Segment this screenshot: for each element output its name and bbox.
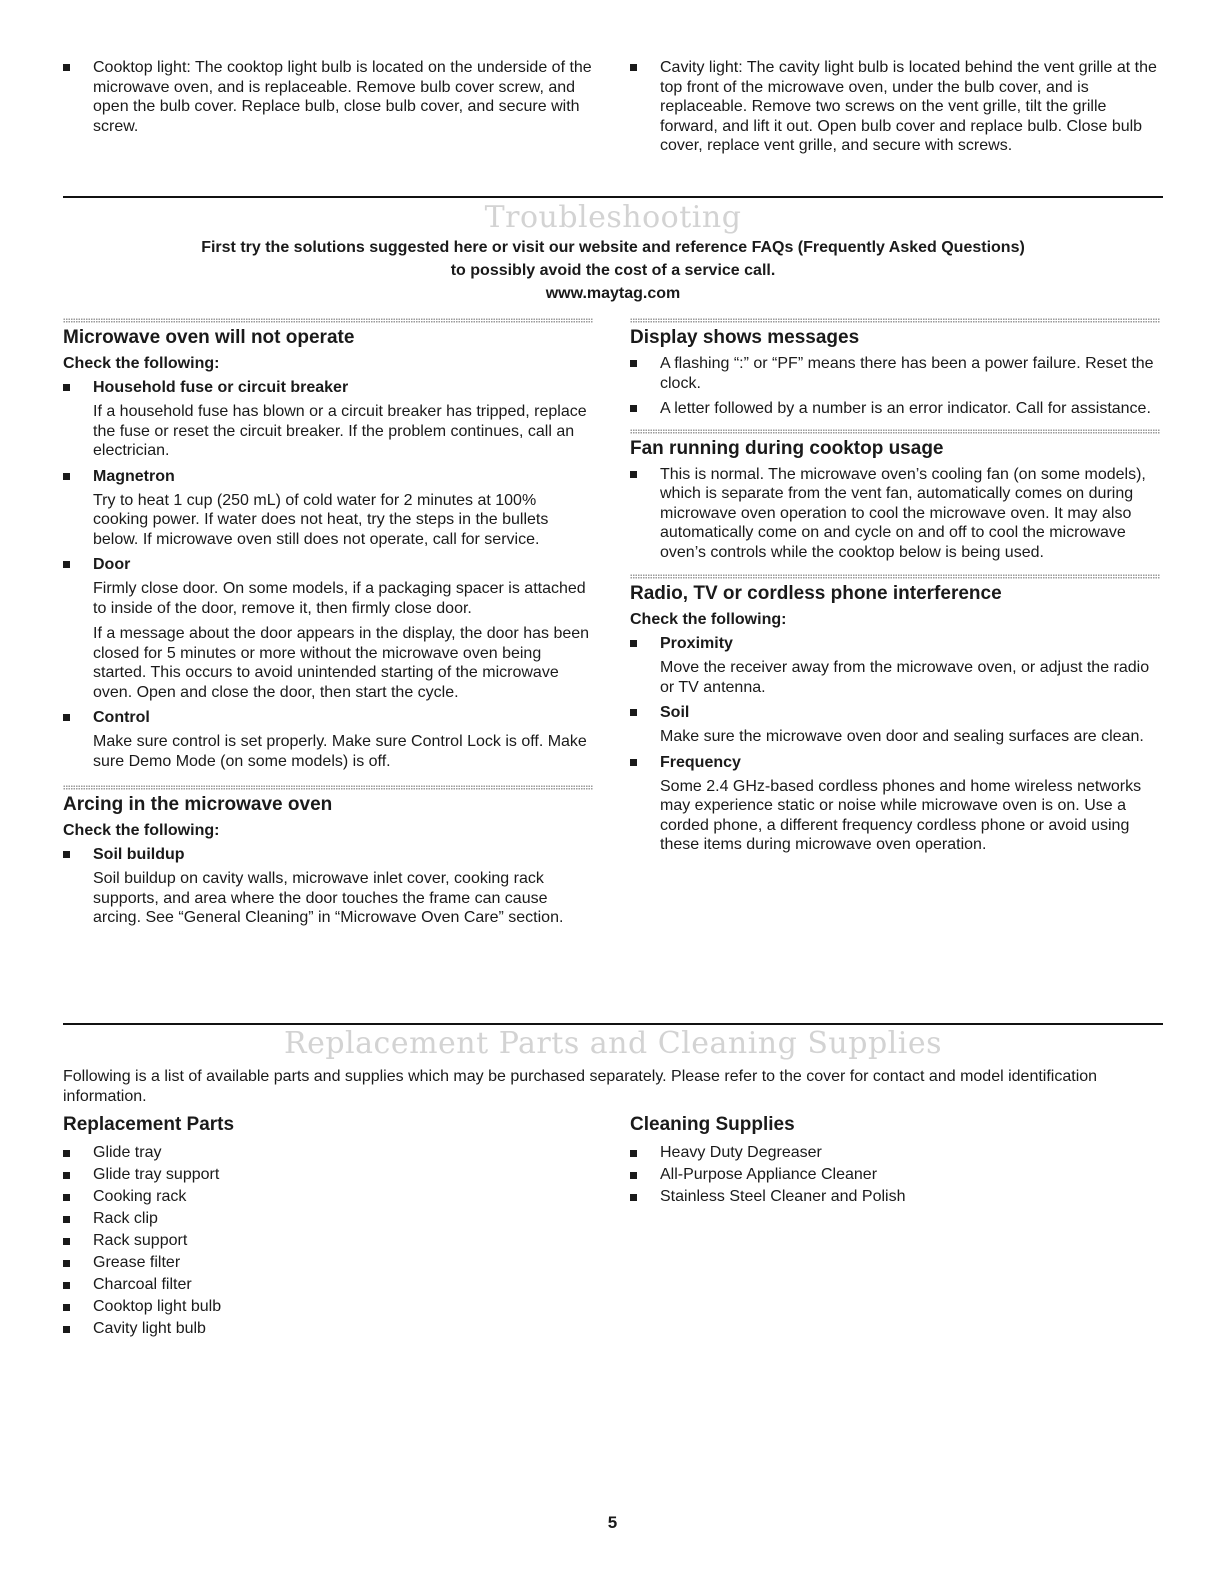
check-following-label: Check the following:	[630, 611, 787, 628]
proximity-title: Proximity	[630, 634, 1160, 654]
cleaning-supplies-heading: Cleaning Supplies	[630, 1114, 795, 1135]
heading-not-operate: Microwave oven will not operate	[63, 327, 355, 348]
list-item: Glide tray	[63, 1142, 593, 1164]
cleaning-supplies-list	[630, 1142, 1160, 1208]
list-item: Grease filter	[63, 1252, 593, 1274]
top-right-column	[630, 58, 1160, 156]
page-number: 5	[607, 1513, 618, 1532]
troubleshooting-title: Troubleshooting	[484, 200, 742, 235]
frequency-title: Frequency	[630, 753, 1160, 773]
replacement-parts-list	[63, 1142, 593, 1340]
troubleshooting-right-column	[630, 318, 1160, 861]
soil-buildup-title: Soil buildup	[63, 845, 593, 865]
dotted-divider	[630, 318, 1160, 323]
list-item: Stainless Steel Cleaner and Polish	[630, 1186, 1160, 1208]
troubleshooting-intro	[63, 236, 1163, 305]
check-following-label: Check the following:	[63, 822, 220, 839]
check-following-label: Check the following:	[63, 355, 220, 372]
soil-text: Make sure the microwave oven door and sealing surfaces are clean.	[660, 728, 1144, 745]
soil-title: Soil	[630, 703, 1160, 723]
replacement-intro: Following is a list of available parts and supplies which may be purchased separately. Please refer to the cover for contact and model identification information.	[63, 1068, 1098, 1105]
heading-display-messages: Display shows messages	[630, 327, 860, 348]
fuse-title: Household fuse or circuit breaker	[63, 378, 593, 398]
cleaning-supplies-column	[630, 1114, 1160, 1208]
dotted-divider	[63, 785, 593, 790]
website-link[interactable]: www.maytag.com	[545, 285, 681, 302]
fan-item-normal: This is normal. The microwave oven’s cooling fan (on some models), which is separate from the vent fan, automatically comes on during microwave oven operation to cool the microwave oven. It may also automatically come on and cycle on and off to cool the microwave oven’s controls while the cooktop below is being used.	[630, 465, 1160, 563]
dotted-divider	[63, 318, 593, 323]
control-text: Make sure control is set properly. Make sure Control Lock is off. Make sure Demo Mode (on some models) is off.	[93, 733, 587, 770]
replacement-rule	[63, 1023, 1163, 1025]
magnetron-text: Try to heat 1 cup (250 mL) of cold water for 2 minutes at 100% cooking power. If water does not heat, try the steps in the bullets below. If microwave oven still does not operate, call for service.	[93, 491, 549, 548]
cooktop-light-note: Cooktop light: The cooktop light bulb is located on the underside of the microwave oven, and is replaceable. Remove bulb cover screw, and open the bulb cover. Replace bulb, close bulb cover, and secure with screw.	[63, 58, 593, 136]
list-item: Rack support	[63, 1230, 593, 1252]
list-item: Charcoal filter	[63, 1274, 593, 1296]
frequency-text: Some 2.4 GHz-based cordless phones and home wireless networks may experience static or noise while microwave oven is on. Use a corded phone, a different frequency cordless phone or avoid using these items during microwave oven operation.	[660, 777, 1142, 853]
replacement-title: Replacement Parts and Cleaning Supplies	[284, 1026, 942, 1061]
fuse-text: If a household fuse has blown or a circuit breaker has tripped, replace the fuse or reset the circuit breaker. If the problem continues, call an electrician.	[93, 403, 587, 459]
troubleshooting-rule	[63, 196, 1163, 198]
dotted-divider	[630, 574, 1160, 579]
heading-fan-running: Fan running during cooktop usage	[630, 437, 944, 459]
top-left-column	[63, 58, 593, 136]
door-title: Door	[63, 555, 593, 575]
cavity-light-note: Cavity light: The cavity light bulb is located behind the vent grille at the top front of the microwave oven, under the bulb cover, and is replaceable. Remove two screws on the vent grille, tilt the grille forward, and lift it out. Open bulb cover and replace bulb. Close bulb cover, replace vent grille, and secure with screws.	[630, 58, 1160, 156]
list-item: Cooking rack	[63, 1186, 593, 1208]
list-item: Glide tray support	[63, 1164, 593, 1186]
replacement-parts-column	[63, 1114, 593, 1340]
display-item-error-indicator: A letter followed by a number is an error indicator. Call for assistance.	[630, 399, 1160, 419]
intro-line-1: First try the solutions suggested here or visit our website and reference FAQs (Frequently Asked Questions)	[201, 239, 1025, 256]
list-item: Cavity light bulb	[63, 1318, 593, 1340]
replacement-parts-heading: Replacement Parts	[63, 1114, 235, 1135]
dotted-divider	[630, 429, 1160, 434]
list-item: All-Purpose Appliance Cleaner	[630, 1164, 1160, 1186]
list-item: Cooktop light bulb	[63, 1296, 593, 1318]
door-text-1: Firmly close door. On some models, if a packaging spacer is attached to inside of the door, remove it, then firmly close door.	[93, 580, 586, 617]
heading-radio-interference: Radio, TV or cordless phone interference	[630, 583, 1002, 604]
list-item: Rack clip	[63, 1208, 593, 1230]
control-title: Control	[63, 708, 593, 728]
intro-line-2: to possibly avoid the cost of a service call.	[450, 262, 776, 279]
soil-buildup-text: Soil buildup on cavity walls, microwave inlet cover, cooking rack supports, and area where the door touches the frame can cause arcing. See “General Cleaning” in “Microwave Oven Care” section.	[93, 870, 564, 926]
heading-arcing: Arcing in the microwave oven	[63, 794, 333, 815]
troubleshooting-left-column	[63, 318, 593, 934]
proximity-text: Move the receiver away from the microwave oven, or adjust the radio or TV antenna.	[660, 659, 1150, 696]
display-item-power-failure: A flashing “:” or “PF” means there has been a power failure. Reset the clock.	[630, 354, 1160, 393]
magnetron-title: Magnetron	[63, 467, 593, 487]
list-item: Heavy Duty Degreaser	[630, 1142, 1160, 1164]
door-text-2: If a message about the door appears in the display, the door has been closed for 5 minutes or more without the microwave oven being started. This occurs to avoid unintended starting of the microwave oven. Open and close the door, then start the cycle.	[93, 625, 590, 701]
